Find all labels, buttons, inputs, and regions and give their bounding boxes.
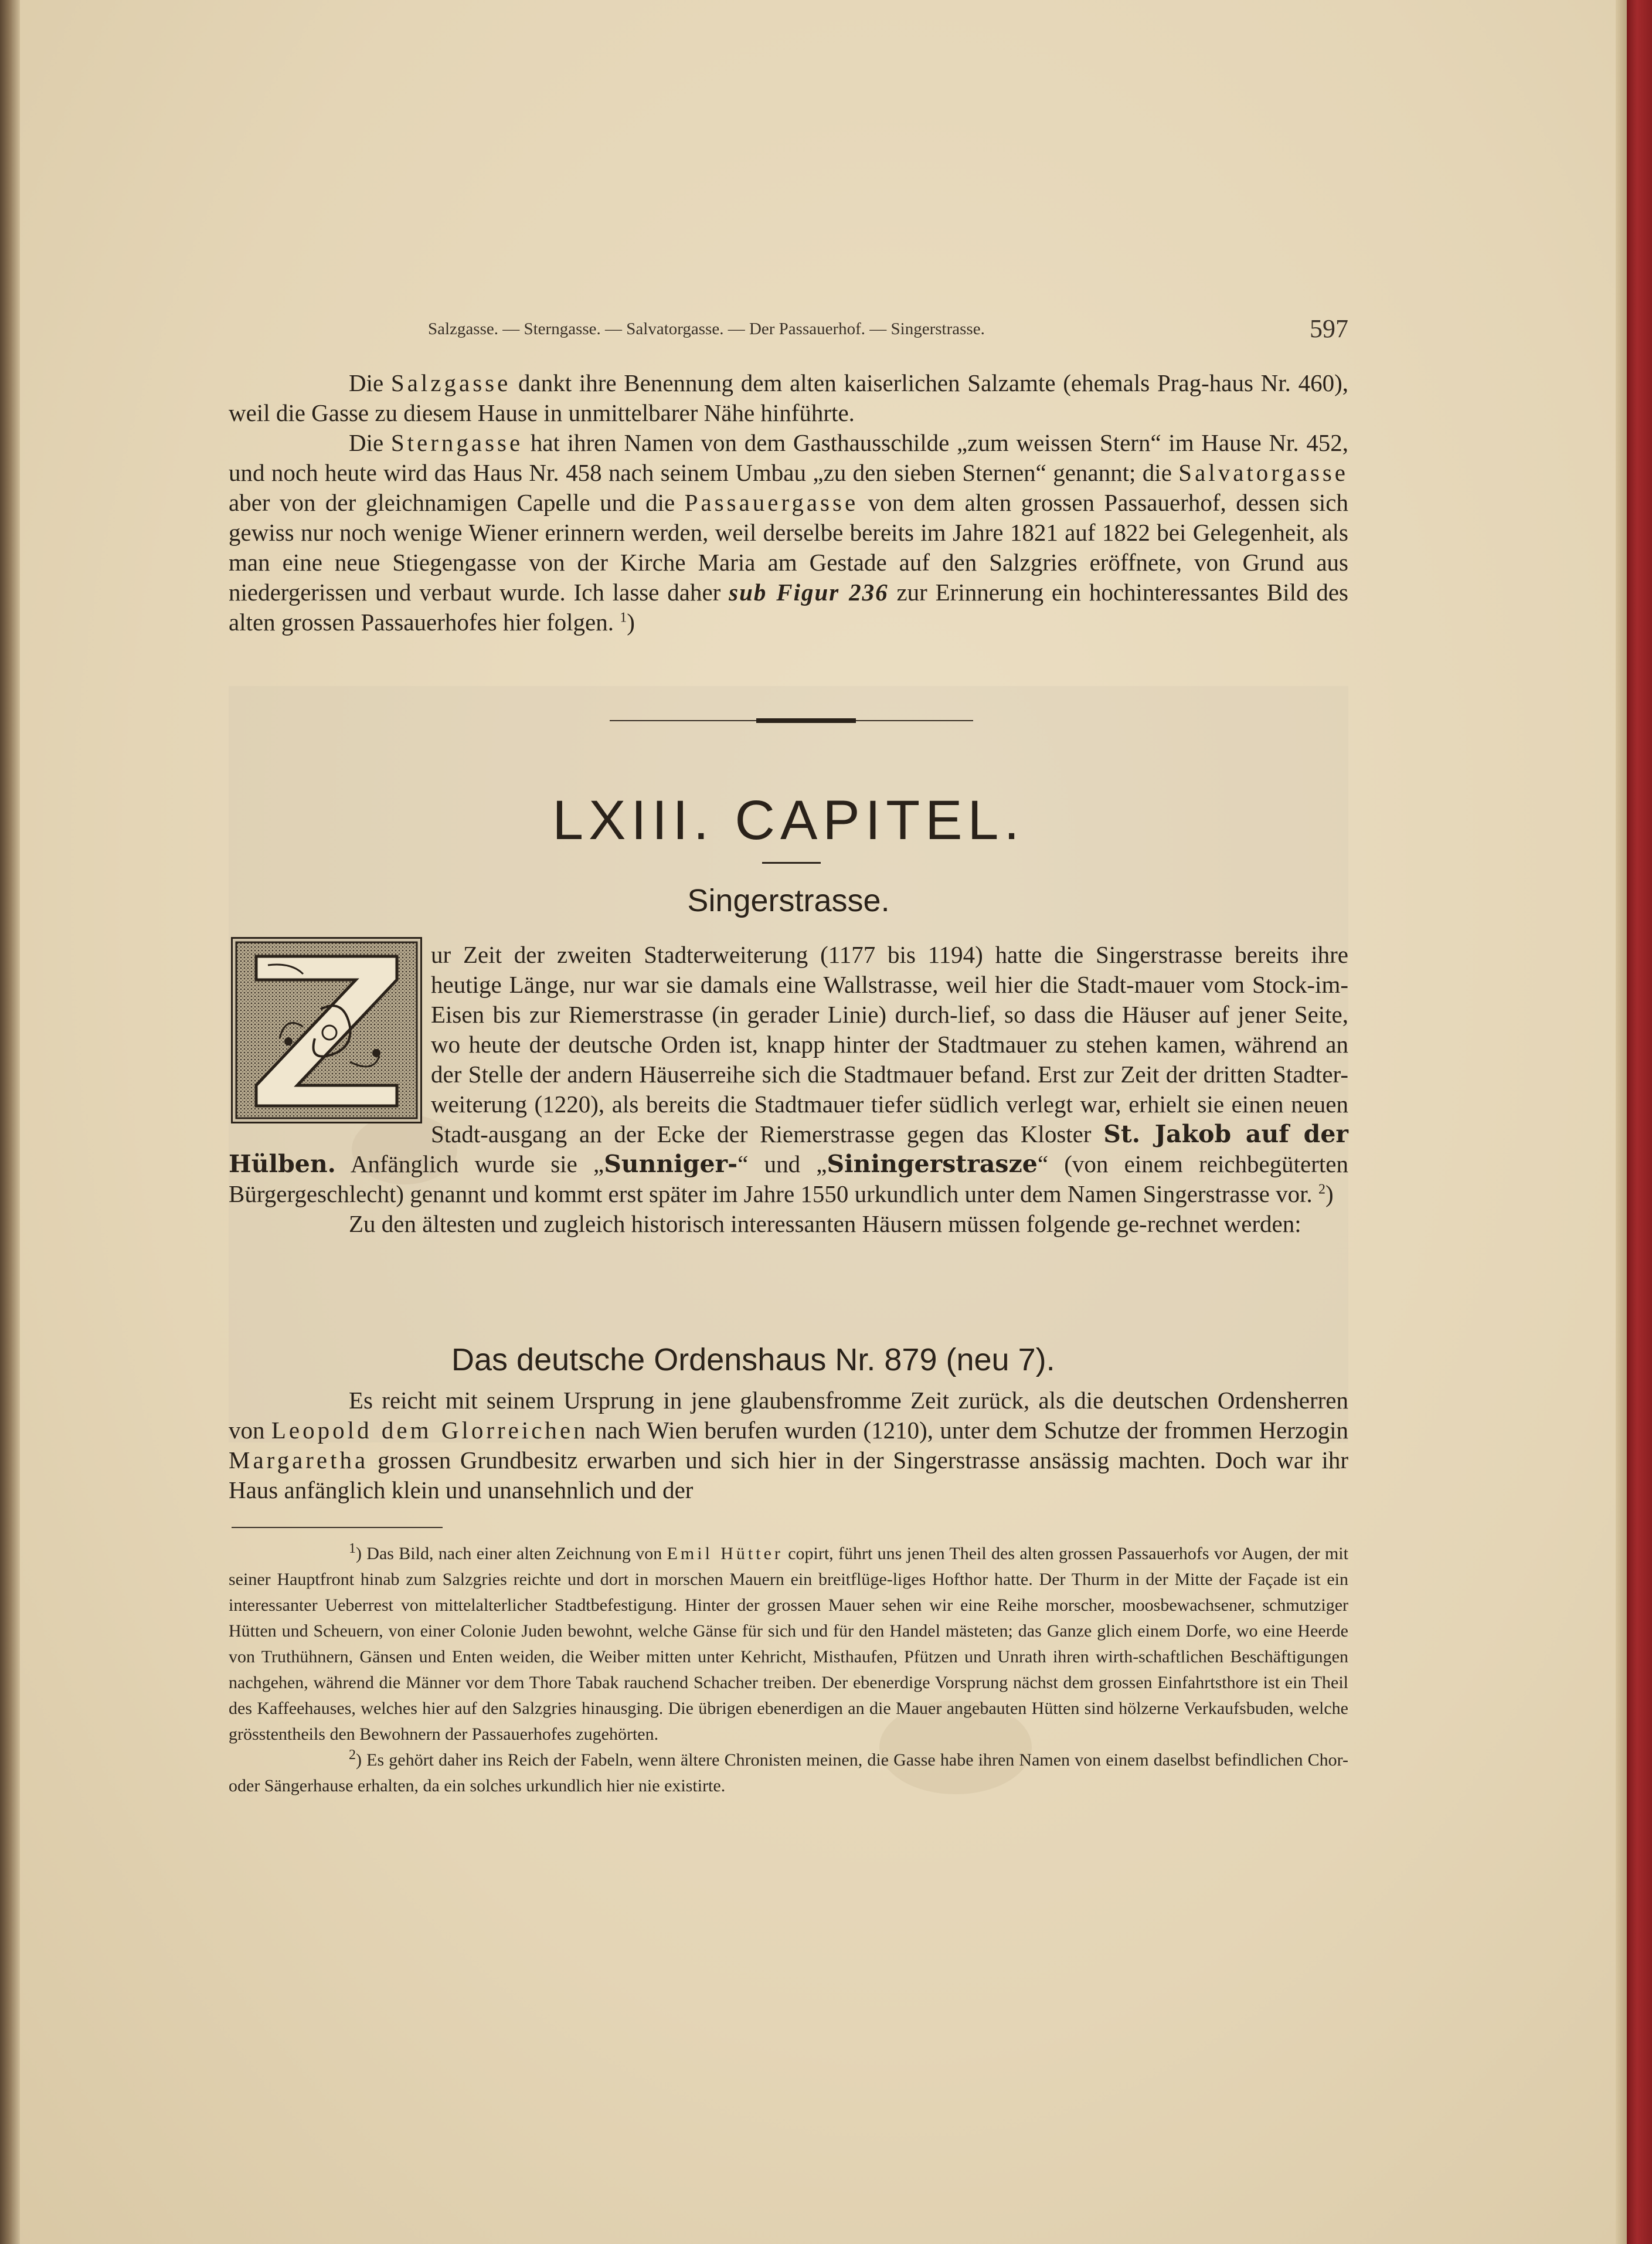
intro-text: [229, 368, 1348, 637]
footnotes: [229, 1541, 1348, 1799]
term-leopold: Leopold dem Glorreichen: [271, 1417, 589, 1444]
book-cover-edge: [1627, 0, 1652, 2244]
term-emil-huetter: Emil Hütter: [667, 1544, 783, 1563]
footnote-2: $^2$) Es gehört daher ins Reich der Fabeln, wenn ältere Chronisten meinen, die Gasse habe ihren Namen von einem daselbst befindlichen Chor- oder Sängerhause erhalten, da ein solches urkundlich hier nie existirte.: [229, 1747, 1348, 1795]
ornamental-rule: [610, 718, 973, 723]
term-sunniger: Sunniger-: [604, 1150, 738, 1178]
page-number: 597: [1310, 314, 1348, 343]
chapter-title: LXIII. CAPITEL.: [552, 789, 1025, 851]
footnote-rule: [232, 1527, 443, 1528]
term-salvatorgasse: Salvatorgasse: [1178, 459, 1348, 486]
section-title: Singerstrasse.: [687, 883, 890, 918]
chapter-paragraph-1: ur Zeit der zweiten Stadterweiterung (1177 bis 1194) hatte die Singerstrasse bereits ihre heutige Länge, nur war sie damals eine Wallstrasse, weil hier die Stadt-mauer vom Stock-im-Eisen bis zur Riemerstrasse (in gerader Linie) durch-lief, so dass die Häuser auf jener Seite, wo heute der deutsche Orden ist, knapp hinter der Stadtmauer zu stehen kamen, während an der Stelle der andern Häuserreihe sich die Stadtmauer befand. Erst zur Zeit der dritten Stadter-weiterung (1220), als bereits die Stadtmauer tiefer südlich verlegt war, erhielt sie einen neuen Stadt-ausgang an der Ecke der Riemerstrasse gegen das Kloster St. Jakob auf der Hülben. Anfänglich wurde sie „Sunniger-“ und „Siningerstrasze“ (von einem reichbegüterten Bürgergeschlecht) genannt und kommt erst später im Jahre 1550 urkundlich unter dem Namen Singerstrasse vor. $^2$): [229, 941, 1349, 1207]
initial-spacer: [229, 940, 431, 1122]
footnote-1: $^1$) Das Bild, nach einer alten Zeichnung von Emil Hütter copirt, führt uns jenen Theil des alten grossen Passauerhofs vor Augen, der mit seiner Hauptfront hinab zum Salzgries reichte und dort in morschen Mauern ein breitflüge-liges Hofthor hatte. Der Thurm in der Mitte der Façade ist ein interessanter Ueberrest von mittelalterlicher Stadtbefestigung. Hinter der grossen Mauer sehen wir eine Reihe morscher, moosbewachsener, schmutziger Hütten und Scheuern, von einer Colonie Juden bewohnt, welche Gänse für sich und für den Handel mästeten; das Ganze glich einem Dorfe, wo eine Heerde von Truthühnern, Gänsen und Enten weiden, die Weiber mitten unter Kehricht, Misthaufen, Pfützen und Unrath ihren wirth-schaftlichen Beschäftigungen nachgehen, während die Männer vor dem Thore Tabak rauchend Schacher treiben. Der ebenerdige Vorsprung nächst dem grossen Einfahrtsthore ist ein Theil des Kaffeehauses, welches hier auf den Salzgries hinausging. Die übrigen ebenerdigen an die Mauer angebauten Hütten sind hölzerne Verkaufsbuden, welche grösstentheils den Bewohnern der Passauerhofes zugehörten.: [229, 1541, 1348, 1744]
term-st-jakob: St. Jakob auf der Hülben.: [229, 1120, 1349, 1178]
ordenshaus-paragraph: Es reicht mit seinem Ursprung in jene glaubensfromme Zeit zurück, als die deutschen Ordensherren von Leopold dem Glorreichen nach Wien berufen wurden (1210), unter dem Schutze der frommen Herzogin Margaretha grossen Grundbesitz erwarben und sich hier in der Singerstrasse ansässig machten. Doch war ihr Haus anfänglich klein und unansehnlich und der: [229, 1387, 1348, 1503]
page-gutter: [0, 0, 20, 2244]
footnote-ref-1: 1: [620, 610, 627, 626]
figure-reference: sub Figur 236: [729, 579, 889, 606]
footnote-ref-2: 2: [1318, 1182, 1325, 1197]
running-header: [428, 314, 1348, 343]
page-edge: [1616, 0, 1627, 2244]
term-siningerstrasze: Siningerstrasze: [827, 1150, 1038, 1178]
footnote-mark-1: 1: [349, 1541, 356, 1556]
term-passauergasse: Passauergasse: [684, 489, 859, 516]
term-salzgasse: Salzgasse: [390, 369, 511, 396]
chapter-paragraph-2: Zu den ältesten und zugleich historisch interessanten Häusern müssen folgende ge-rechnet werden:: [349, 1210, 1301, 1237]
term-sterngasse: Sterngasse: [390, 429, 524, 456]
intro-paragraph-2: Die Sterngasse hat ihren Namen von dem Gasthausschilde „zum weissen Stern“ im Hause Nr. 452, und noch heute wird das Haus Nr. 458 nach seinem Umbau „zu den sieben Sternen“ genannt; die Salvatorgasse aber von der gleichnamigen Capelle und die Passauergasse von dem alten grossen Passauerhof, dessen sich gewiss nur noch wenige Wiener erinnern werden, weil derselbe bereits im Jahre 1821 auf 1822 bei Gelegenheit, als man eine neue Stiegengasse von der Kirche Maria am Gestade auf den Salzgries eröffnete, von Grund aus niedergerissen und verbaut wurde. Ich lasse daher sub Figur 236 zur Erinnerung ein hochinteressantes Bild des alten grossen Passauerhofes hier folgen. $^1$): [229, 429, 1348, 636]
ordenshaus-heading: Das deutsche Ordenshaus Nr. 879 (neu 7).: [451, 1342, 1055, 1377]
intro-paragraph-1: Die Salzgasse dankt ihre Benennung dem alten kaiserlichen Salzamte (ehemals Prag-haus Nr. 460), weil die Gasse zu diesem Hause in unmittelbarer Nähe hinführte.: [229, 369, 1348, 426]
title-divider: [762, 862, 821, 864]
chapter-body: [229, 940, 1348, 1239]
ordenshaus-text: [229, 1386, 1348, 1505]
running-title: Salzgasse. — Sterngasse. — Salvatorgasse. — Der Passauerhof. — Singerstrasse.: [428, 320, 985, 338]
term-margaretha: Margaretha: [229, 1447, 369, 1474]
footnote-mark-2: 2: [349, 1747, 356, 1763]
